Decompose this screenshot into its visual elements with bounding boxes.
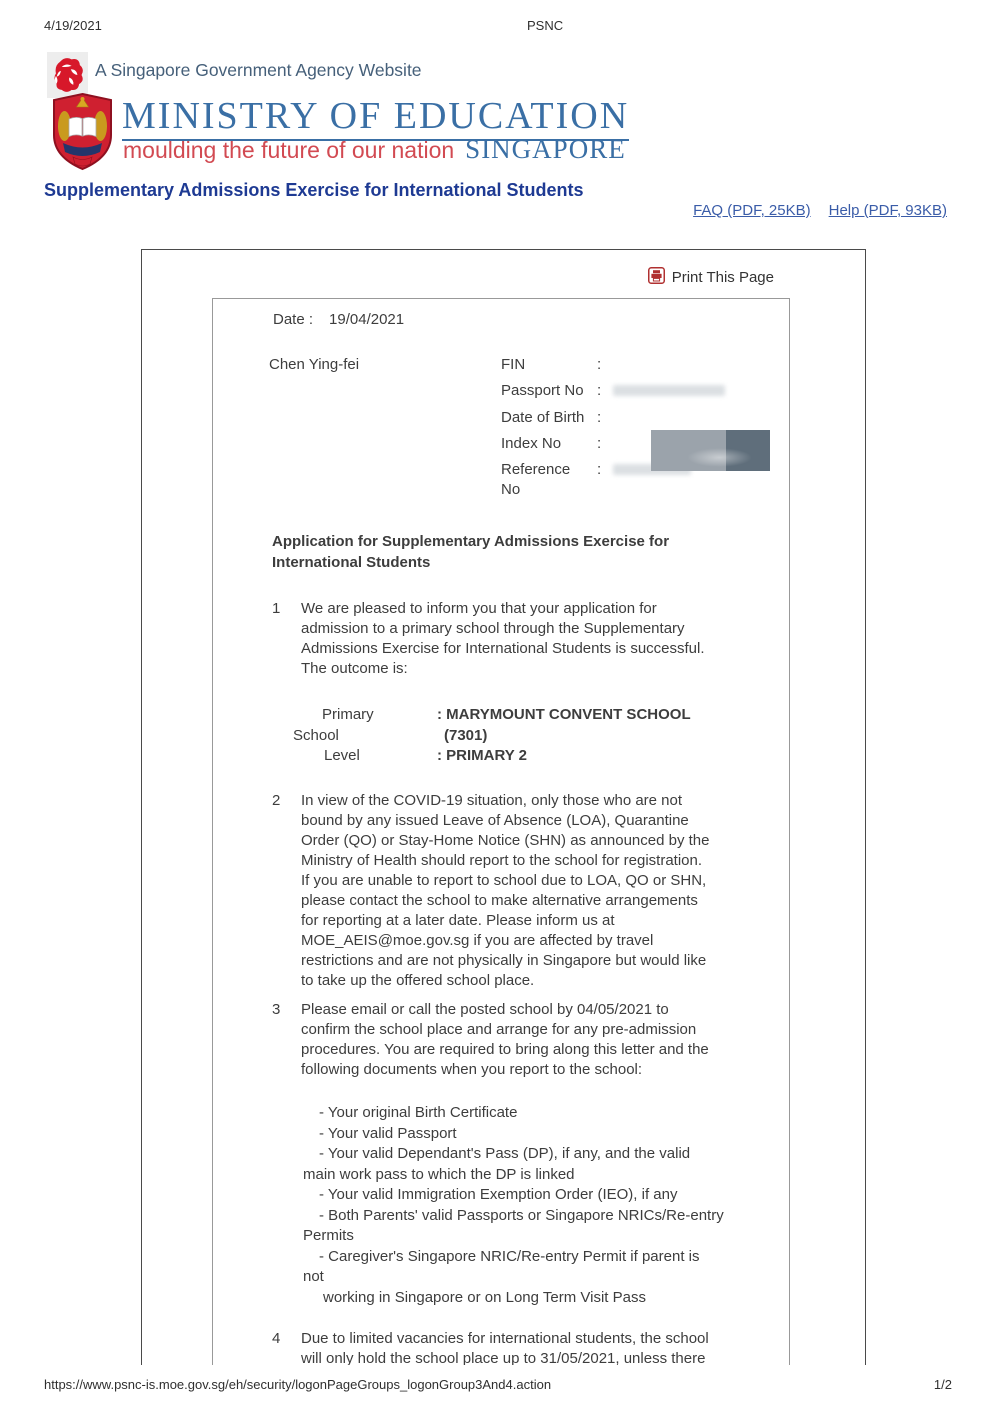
print-footer-page-number: 1/2 bbox=[933, 1377, 952, 1392]
moe-crest-icon bbox=[49, 91, 116, 172]
paragraph-1 bbox=[269, 599, 705, 679]
letter-heading-line: International Students bbox=[272, 554, 431, 571]
field-row-fin bbox=[501, 355, 781, 375]
field-separator: : bbox=[597, 408, 602, 426]
faq-link[interactable]: FAQ (PDF, 25KB) bbox=[693, 202, 811, 219]
list-item: - Caregiver's Singapore NRIC/Re-entry Permit if parent is bbox=[319, 1247, 700, 1265]
print-this-page-button[interactable] bbox=[648, 267, 774, 288]
moe-tagline: moulding the future of our nation bbox=[123, 137, 455, 163]
text-line: bound by any issued Leave of Absence (LOA), Quarantine bbox=[301, 812, 689, 829]
text-line: Ministry of Health should report to the school for registration. bbox=[301, 852, 703, 869]
text-line: MOE_AEIS@moe.gov.sg if you are affected by travel bbox=[301, 932, 654, 949]
list-item: - Your valid Immigration Exemption Order (IEO), if any bbox=[319, 1186, 678, 1203]
field-row-passport bbox=[501, 381, 781, 401]
list-item: not bbox=[303, 1268, 324, 1285]
list-item: - Your original Birth Certificate bbox=[319, 1104, 518, 1121]
text-line: In view of the COVID-19 situation, only those who are not bbox=[301, 792, 683, 809]
paragraph-text bbox=[301, 1000, 709, 1080]
text-line: will only hold the school place up to 31/05/2021, unless there bbox=[301, 1350, 706, 1365]
paragraph-text bbox=[301, 599, 705, 679]
list-item: - Your valid Passport bbox=[319, 1124, 457, 1142]
field-label: Reference No bbox=[501, 461, 571, 499]
field-label: FIN bbox=[501, 356, 526, 373]
letter-heading-line: Application for Supplementary Admissions Exercise for bbox=[272, 533, 670, 550]
text-line: Please email or call the posted school by 04/05/2021 to bbox=[301, 1001, 669, 1018]
outcome-row bbox=[269, 705, 691, 726]
letter-date-label: Date : bbox=[273, 311, 314, 328]
letter-date bbox=[273, 311, 404, 328]
documents-list bbox=[303, 1103, 724, 1308]
paragraph-3 bbox=[269, 1000, 709, 1080]
list-item: working in Singapore or on Long Term Visit Pass bbox=[323, 1288, 646, 1306]
letter-body bbox=[212, 298, 790, 1365]
text-line: We are pleased to inform you that your application for bbox=[301, 600, 657, 617]
printer-icon bbox=[648, 267, 665, 288]
help-link[interactable]: Help (PDF, 93KB) bbox=[828, 202, 947, 219]
field-separator: : bbox=[597, 461, 602, 479]
letter-date-value: 19/04/2021 bbox=[329, 311, 405, 328]
paragraph-number: 1 bbox=[272, 600, 281, 617]
text-line: please contact the school to make alternative arrangements bbox=[301, 892, 698, 909]
outcome-table bbox=[269, 705, 691, 767]
text-line: Order (QO) or Stay-Home Notice (SHN) as announced by the bbox=[301, 832, 710, 849]
print-this-page-label: Print This Page bbox=[671, 269, 774, 286]
paragraph-4 bbox=[269, 1329, 709, 1365]
list-item: Permits bbox=[303, 1227, 354, 1244]
outcome-value: : PRIMARY 2 bbox=[437, 747, 528, 764]
field-separator: : bbox=[597, 356, 602, 373]
text-line: restrictions and are not physically in Singapore but would like bbox=[301, 952, 707, 969]
field-separator: : bbox=[597, 382, 602, 400]
ministry-name: MINISTRY OF EDUCATION bbox=[122, 94, 629, 141]
paragraph-number: 4 bbox=[272, 1330, 281, 1347]
print-header-date: 4/19/2021 bbox=[44, 18, 102, 33]
list-item: - Your valid Dependant's Pass (DP), if any, and the valid bbox=[319, 1145, 691, 1162]
moe-country: SINGAPORE bbox=[465, 134, 626, 164]
text-line: admission to a primary school through the Supplementary bbox=[301, 620, 685, 637]
outcome-label: Level bbox=[324, 747, 360, 764]
text-line: The outcome is: bbox=[301, 660, 408, 677]
pdf-links bbox=[693, 202, 947, 219]
print-header-title: PSNC bbox=[527, 18, 564, 33]
paragraph-2 bbox=[269, 791, 710, 991]
outcome-row bbox=[269, 746, 528, 767]
letter-heading bbox=[272, 531, 669, 573]
text-line: for reporting at a later date. Please inform us at bbox=[301, 912, 615, 929]
text-line: to take up the offered school place. bbox=[301, 972, 535, 989]
field-label: Passport No bbox=[501, 382, 584, 400]
page-title: Supplementary Admissions Exercise for International Students bbox=[44, 180, 584, 200]
moe-subheader bbox=[123, 134, 626, 165]
field-label: Index No bbox=[501, 434, 562, 452]
document-container bbox=[141, 249, 866, 1365]
text-line: If you are unable to report to school due to LOA, QO or SHN, bbox=[301, 872, 707, 889]
redaction-overlay bbox=[651, 430, 770, 471]
outcome-row bbox=[269, 726, 488, 747]
list-item: - Both Parents' valid Passports or Singapore NRICs/Re-entry bbox=[319, 1206, 724, 1224]
outcome-value: : MARYMOUNT CONVENT SCHOOL bbox=[437, 706, 691, 723]
paragraph-number: 2 bbox=[272, 792, 281, 809]
text-line: Due to limited vacancies for international students, the school bbox=[301, 1330, 709, 1347]
outcome-label: School bbox=[293, 726, 339, 744]
gov-banner-text: A Singapore Government Agency Website bbox=[95, 60, 422, 80]
field-separator: : bbox=[597, 434, 602, 452]
paragraph-text bbox=[301, 791, 710, 991]
outcome-label: Primary bbox=[322, 706, 374, 723]
text-line: following documents when you report to the school: bbox=[301, 1061, 643, 1078]
text-line: confirm the school place and arrange for any pre-admission bbox=[301, 1021, 697, 1038]
list-item: main work pass to which the DP is linked bbox=[303, 1165, 575, 1183]
field-row-dob bbox=[501, 408, 781, 428]
paragraph-text bbox=[301, 1329, 709, 1365]
field-label: Date of Birth bbox=[501, 408, 585, 426]
print-footer-url: https://www.psnc-is.moe.gov.sg/eh/security/logonPageGroups_logonGroup3And4.action bbox=[44, 1377, 552, 1392]
text-line: Admissions Exercise for International Students is successful. bbox=[301, 640, 705, 657]
text-line: procedures. You are required to bring along this letter and the bbox=[301, 1041, 709, 1058]
student-name: Chen Ying-fei bbox=[269, 356, 360, 373]
outcome-value: (7301) bbox=[444, 726, 488, 744]
paragraph-number: 3 bbox=[272, 1001, 281, 1018]
field-value-redacted bbox=[613, 381, 781, 396]
